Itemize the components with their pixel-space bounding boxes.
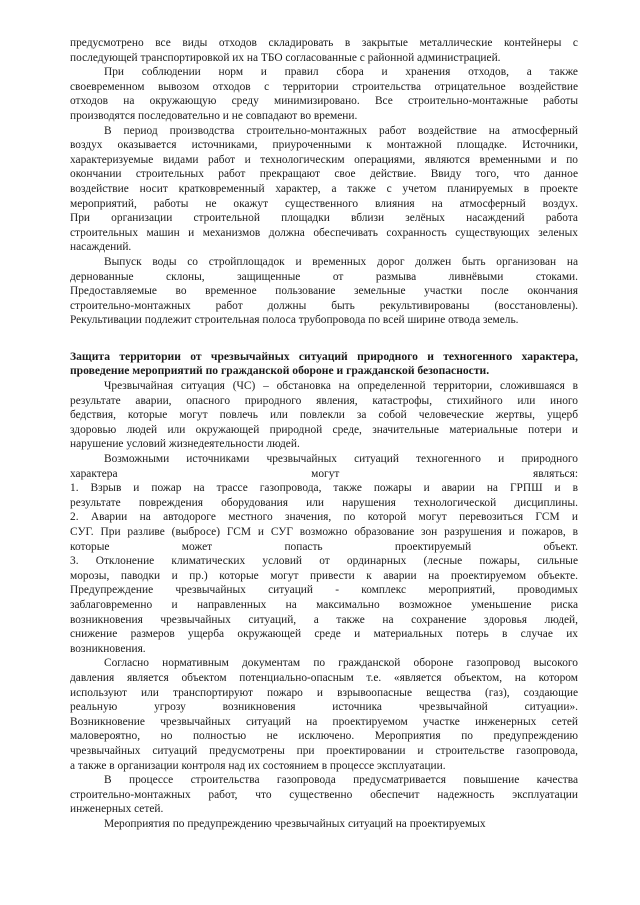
text-line: Выпуск воды со стройплощадок и временных дорог должен быть организован на — [104, 255, 578, 268]
text-line: бедствия, которые могут повлечь или повлекли за собой человеческие жертвы, ущерб — [70, 409, 578, 422]
paragraph — [70, 124, 578, 255]
text-line: дернованные склоны, защищенные от размыва ливнёвыми стоками. — [70, 270, 578, 283]
text-line: 1. Взрыв и пожар на трассе газопровода, также пожары и аварии на ГРПШ и в — [70, 482, 578, 495]
text-line: своевременном вывозом отходов с территории строительства отрицательное воздействие — [70, 80, 578, 93]
text-line: результате повреждения оборудования или нарушения технологической дисциплины. — [70, 496, 578, 509]
text-line: воздействие носит кратковременный характер, а также с учетом планируемых в проекте — [70, 182, 578, 195]
text-line: характеризуемые видами работ и технологическим операциями, являются временными и по — [70, 153, 578, 166]
paragraph — [70, 65, 578, 123]
text-line: заблаговременно и направленных на максимально возможное уменьшение риска — [70, 598, 578, 611]
text-line: реальную угрозу возникновения источника чрезвычайной ситуации». — [70, 701, 578, 714]
text-line: возникновения чрезвычайных ситуаций, а также на сохранение здоровья людей, — [70, 613, 578, 626]
text-line: снижение размеров ущерба окружающей среде и материальных потерь в случае их — [70, 628, 578, 641]
paragraph — [70, 379, 578, 452]
section-heading — [70, 350, 578, 379]
text-line: При соблюдении норм и правил сбора и хранения отходов, а также — [104, 66, 578, 79]
text-line: Чрезвычайная ситуация (ЧС) – обстановка на определенной территории, сложившаяся в — [104, 380, 578, 393]
paragraph — [70, 773, 578, 817]
text-line: В период производства строительно-монтажных работ воздействие на атмосферный — [104, 124, 578, 137]
text-line: При организации строительной площадки вблизи зелёных насаждений работа — [70, 212, 578, 225]
text-line: нарушение условий жизнедеятельности людей. — [70, 438, 300, 451]
text-line: производятся последовательно и не совпадают во времени. — [70, 109, 358, 122]
section-spacer — [70, 328, 578, 350]
text-line: строительно-монтажных работ должны быть рекультивированы (восстановлены). — [70, 299, 578, 312]
text-line: здоровью людей или окружающей природной среде, значительные материальные потери и — [70, 423, 578, 436]
paragraph — [70, 817, 578, 832]
text-line: Предупреждение чрезвычайных ситуаций - комплекс мероприятий, проводимых — [70, 584, 578, 597]
text-line: 2. Аварии на автодороге местного значения, по которой могут перевозиться ГСМ и — [70, 511, 578, 524]
text-line: окончании строительных работ прекращают свое действие. Ввиду того, что данное — [70, 168, 578, 181]
text-line: 3. Отклонение климатических условий от ординарных (лесные пожары, сильные — [70, 555, 578, 568]
text-line: Мероприятия по предупреждению чрезвычайных ситуаций на проектируемых — [104, 817, 486, 830]
text-line: результате аварии, опасного природного явления, катастрофы, стихийного или иного — [70, 394, 578, 407]
body-text-part2 — [70, 379, 578, 831]
text-line: строительных машин и механизмов должна обеспечивать сохранность существующих зеленых — [70, 226, 578, 239]
text-line: Возникновение чрезвычайных ситуаций на проектируемом участке инженерных сетей — [70, 715, 578, 728]
text-line: отходов на окружающую среду минимизировано. Все строительно-монтажные работы — [70, 95, 578, 108]
text-line: возникновения. — [70, 642, 146, 655]
text-line: строительно-монтажных работ, что существенно обеспечит надежность эксплуатации — [70, 788, 578, 801]
paragraph — [70, 255, 578, 328]
text-line: чрезвычайных ситуаций предусмотрены при проектировании и строительстве газопровода, — [70, 744, 578, 757]
text-line: СУГ. При разливе (выбросе) ГСМ и СУГ возможно образование зон разрушения и пожаров, в — [70, 526, 578, 538]
heading-line: Защита территории от чрезвычайных ситуаций природного и техногенного характера, — [70, 349, 578, 363]
text-line: мероприятий, работы не окажут существенного влияния на атмосферный воздух. — [70, 197, 578, 210]
text-line: морозы, паводки и пр.) которые могут привести к аварии на проектируемом объекте. — [70, 569, 578, 582]
text-line: воздух оказывается источниками, приуроченными к монтажной площадке. Источники, — [70, 139, 578, 152]
text-line: Рекультивации подлежит строительная полоса трубопровода по всей ширине отвода земель. — [70, 314, 519, 327]
paragraph — [70, 656, 578, 773]
paragraph — [70, 36, 578, 65]
text-line: Согласно нормативным документам по гражданской обороне газопровод высокого — [104, 657, 578, 670]
text-line: последующей транспортировкой их на ТБО согласованные с районной администрацией. — [70, 51, 501, 64]
text-line: насаждений. — [70, 241, 132, 254]
text-line: предусмотрено все виды отходов складировать в закрытые металлические контейнеры с — [70, 37, 578, 49]
heading-line: проведение мероприятий по гражданской обороне и гражданской безопасности. — [70, 364, 490, 378]
text-line: давления является объектом потенциально-опасным т.е. «является объектом, на котором — [70, 671, 578, 684]
body-text-part1 — [70, 36, 578, 328]
text-line: инженерных сетей. — [70, 803, 164, 816]
text-line: характера могут являться: — [70, 467, 578, 480]
text-line: которые может попасть проектируемый объект. — [70, 540, 578, 553]
text-line: Возможными источниками чрезвычайных ситуаций техногенного и природного — [104, 453, 578, 466]
text-line: Предоставляемые во временное пользование земельные участки после окончания — [70, 285, 578, 298]
text-line: а также в организации контроля над их состоянием в процессе эксплуатации. — [70, 759, 446, 772]
text-line: В процессе строительства газопровода предусматривается повышение качества — [104, 774, 578, 787]
text-line: используют или транспортируют пожаро и взрывоопасные вещества (газ), создающие — [70, 686, 578, 699]
text-line: маловероятно, но полностью не исключено. Мероприятия по предупреждению — [70, 730, 578, 743]
paragraph — [70, 452, 578, 656]
